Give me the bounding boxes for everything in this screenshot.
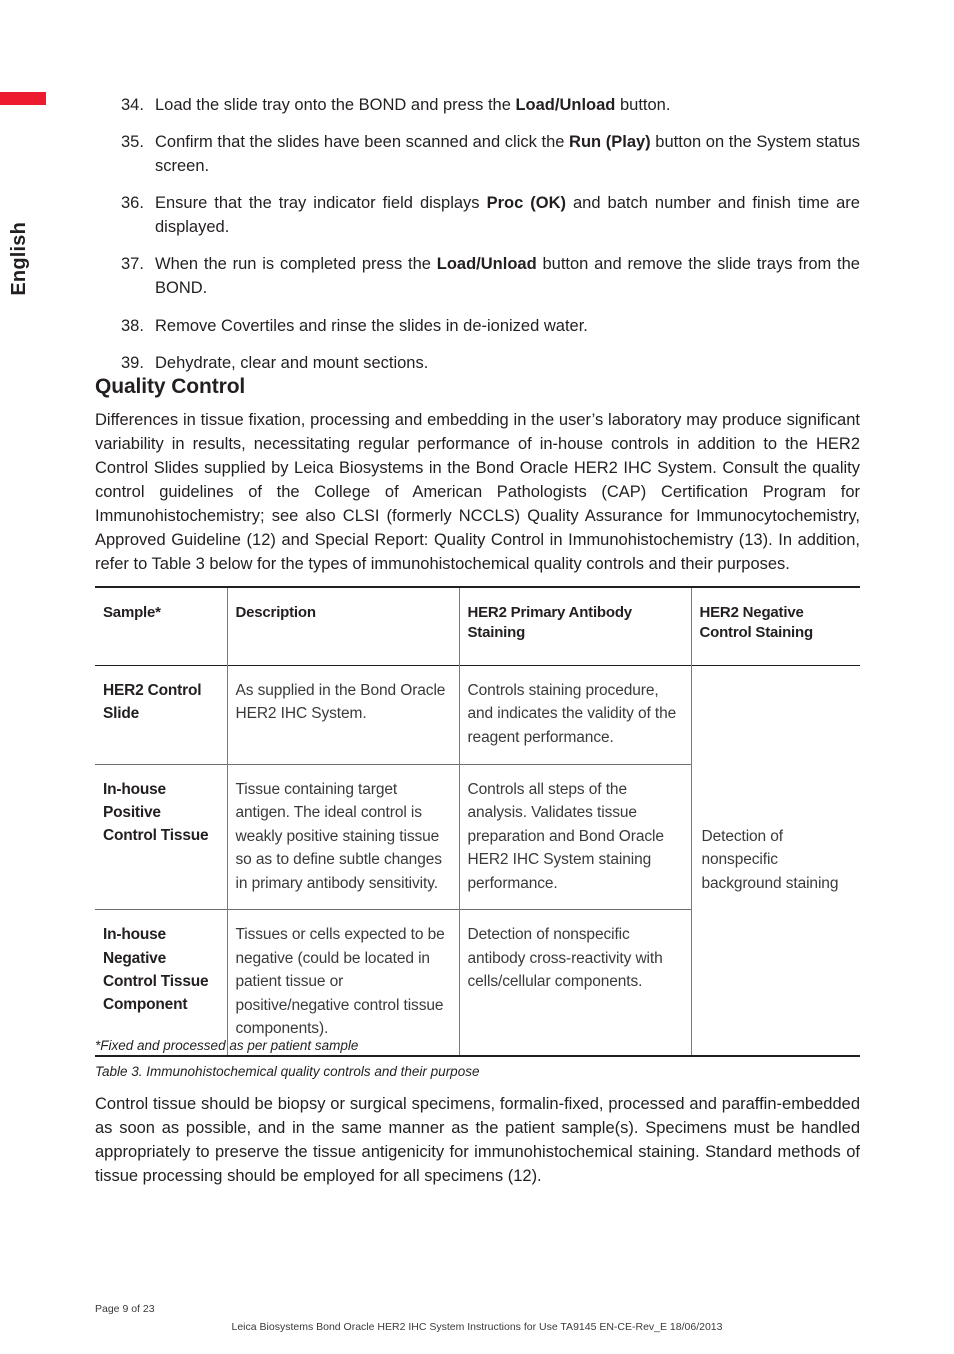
step-text: Dehydrate, clear and mount sections. <box>155 353 429 372</box>
step-text: Confirm that the slides have been scanned and click the Run (Play) button on the System status screen. <box>155 133 860 176</box>
footer-page-number: Page 9 of 23 <box>95 1303 155 1315</box>
column-header-negative-control-staining: HER2 Negative Control Staining <box>691 587 860 665</box>
quality-control-table <box>95 586 860 1057</box>
cell-sample: In-house Negative Control Tissue Component <box>103 926 209 1013</box>
procedure-step <box>121 191 860 239</box>
step-text: When the run is completed press the Load/Unload button and remove the slide trays from the BOND. <box>155 255 860 298</box>
procedure-step <box>121 130 860 178</box>
step-number: 37. <box>121 255 144 274</box>
section-intro-paragraph: Differences in tissue fixation, processing and embedding in the user’s laboratory may produce significant variability in results, necessitating regular performance of in-house controls in addition to the HER2 Control Slides supplied by Leica Biosystems in the Bond Oracle HER2 IHC System. Consult the quality control guidelines of the College of American Pathologists (CAP) Certification Program for Immunohistochemistry; see also CLSI (formerly NCCLS) Quality Assurance for Immunocytochemistry, Approved Guideline (12) and Special Report: Quality Control in Immunohistochemistry (13). In addition, refer to Table 3 below for the types of immunohistochemical quality controls and their purposes. <box>95 411 860 573</box>
table-header <box>95 587 860 665</box>
table-header-row <box>95 587 860 665</box>
cell-primary-staining: Controls all steps of the analysis. Validates tissue preparation and Bond Oracle HER2 IHC System staining performance. <box>459 764 691 910</box>
step-number: 39. <box>121 353 144 372</box>
step-number: 38. <box>121 316 144 335</box>
step-text: Remove Covertiles and rinse the slides in de-ionized water. <box>155 316 588 335</box>
language-label-container <box>8 112 38 296</box>
step-number: 35. <box>121 133 144 152</box>
step-text: Load the slide tray onto the BOND and press the Load/Unload button. <box>155 96 671 114</box>
cell-sample: HER2 Control Slide <box>103 681 202 723</box>
column-header-primary-antibody-staining: HER2 Primary Antibody Staining <box>459 587 691 665</box>
column-header-description: Description <box>227 587 459 665</box>
column-header-sample: Sample* <box>103 604 161 621</box>
footer-citation: Leica Biosystems Bond Oracle HER2 IHC System Instructions for Use TA9145 EN-CE-Rev_E 18/06/2013 <box>231 1321 723 1333</box>
cell-description: Tissue containing target antigen. The ideal control is weakly positive staining tissue so as to define subtle changes in primary antibody sensitivity. <box>227 764 459 910</box>
procedure-step <box>121 252 860 300</box>
cell-description: Tissues or cells expected to be negative (could be located in patient tissue or positive/negative control tissue components). <box>227 910 459 1056</box>
step-text: Ensure that the tray indicator field displays Proc (OK) and batch number and finish time are displayed. <box>155 194 860 237</box>
procedure-step <box>121 351 860 375</box>
step-number: 34. <box>121 96 144 114</box>
page-title: Quality Control <box>95 375 246 398</box>
table-footnote: *Fixed and processed as per patient sample <box>95 1038 359 1053</box>
table-caption: Table 3. Immunohistochemical quality controls and their purpose <box>95 1064 480 1079</box>
closing-paragraph: Control tissue should be biopsy or surgical specimens, formalin-fixed, processed and paraffin-embedded as soon as possible, and in the same manner as the patient sample(s). Specimens must be handled appropriately to preserve the tissue antigenicity for immunohistochemical staining. Standard methods of tissue processing should be employed for all specimens (12). <box>95 1095 860 1185</box>
table-row <box>95 665 860 764</box>
language-accent-bar <box>0 92 46 105</box>
cell-negative-control-staining-merged: Detection of nonspecific background staining <box>691 665 860 1056</box>
table-body <box>95 665 860 1056</box>
cell-sample: In-house Positive Control Tissue <box>103 780 209 845</box>
procedure-step <box>121 93 860 117</box>
procedure-step <box>121 314 860 338</box>
step-number: 36. <box>121 194 144 213</box>
language-label: English <box>8 222 30 296</box>
cell-description: As supplied in the Bond Oracle HER2 IHC System. <box>227 665 459 764</box>
procedure-step-list <box>121 93 860 388</box>
cell-primary-staining: Detection of nonspecific antibody cross-reactivity with cells/cellular components. <box>459 910 691 1056</box>
cell-primary-staining: Controls staining procedure, and indicates the validity of the reagent performance. <box>459 665 691 764</box>
